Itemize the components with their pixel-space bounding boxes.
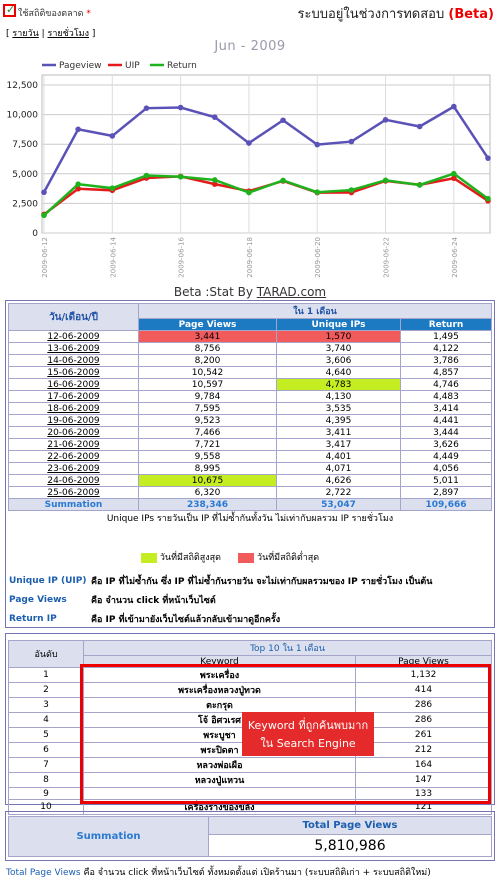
data-point-pageview [41, 189, 47, 195]
keyword-rank-cell: 8 [9, 773, 84, 788]
keyword-text-cell: หลวงปู่แหวน [84, 773, 356, 788]
required-star: * [86, 9, 91, 19]
min-legend-label: วันที่มีสถิติต่ำสุด [257, 553, 320, 563]
data-point-pageview [280, 117, 286, 123]
stats-return-cell: 4,056 [401, 463, 492, 475]
chart-series [41, 104, 491, 218]
y-tick-label: 2,500 [12, 199, 38, 210]
stats-uip-cell: 3,411 [277, 427, 401, 439]
definition-text: คือ IP ที่เข้ามายังเว็บไซต์แล้วกลับเข้ามาดูอีกครั้ง [91, 614, 281, 625]
footer-note [6, 865, 431, 879]
stats-row [9, 439, 492, 451]
keyword-rank-cell: 3 [9, 698, 84, 713]
view-links: [ รายวัน | รายชั่วโมง ] [6, 29, 96, 39]
series-line-pageview [44, 107, 488, 193]
stats-uip-cell: 4,640 [277, 367, 401, 379]
stats-date-link[interactable]: 17-06-2009 [9, 391, 139, 403]
keyword-tooltip [242, 712, 374, 756]
sum-return: 109,666 [401, 499, 492, 511]
stats-uip-cell: 4,071 [277, 463, 401, 475]
stats-date-link[interactable]: 24-06-2009 [9, 475, 139, 487]
y-tick-label: 0 [32, 229, 38, 239]
data-point-return [246, 190, 252, 196]
footer-term: Total Page Views [6, 868, 81, 878]
data-point-pageview [75, 127, 81, 133]
stats-row [9, 379, 492, 391]
table-legend [141, 550, 319, 564]
stats-date-link[interactable]: 20-06-2009 [9, 427, 139, 439]
stats-return-cell: 5,011 [401, 475, 492, 487]
sum-uip: 53,047 [277, 499, 401, 511]
x-tick-label: 2009-06-24 [450, 237, 459, 278]
max-legend-label: วันที่มีสถิติสูงสุด [159, 553, 221, 563]
legend-label-pageview: Pageview [59, 61, 102, 71]
stats-date-link[interactable]: 16-06-2009 [9, 379, 139, 391]
hourly-link[interactable]: รายชั่วโมง [47, 29, 89, 39]
header-left-label: ใช้สถิติของตลาด [18, 9, 84, 19]
chart-title: Jun - 2009 [214, 39, 286, 54]
stats-pageviews-cell: 10,675 [139, 475, 277, 487]
keyword-pv-cell: 133 [356, 788, 492, 800]
y-axis-ticks [7, 81, 39, 239]
stats-panel [5, 300, 495, 628]
uip-header: Unique IPs [277, 319, 401, 331]
data-point-return [314, 189, 320, 195]
stats-date-link[interactable]: 15-06-2009 [9, 367, 139, 379]
stats-uip-cell: 1,570 [277, 331, 401, 343]
data-point-pageview [144, 105, 150, 111]
stats-return-cell: 1,495 [401, 331, 492, 343]
x-tick-label: 2009-06-16 [177, 237, 186, 278]
x-tick-label: 2009-06-22 [382, 237, 391, 278]
keyword-rank-cell: 6 [9, 743, 84, 758]
sum-pageviews: 238,346 [139, 499, 277, 511]
keyword-rank-cell: 5 [9, 728, 84, 743]
stats-date-link[interactable]: 21-06-2009 [9, 439, 139, 451]
stats-return-cell: 4,857 [401, 367, 492, 379]
series-line-uip [44, 176, 488, 214]
keyword-rank-cell: 4 [9, 713, 84, 728]
stats-date-link[interactable]: 19-06-2009 [9, 415, 139, 427]
stats-return-cell: 4,483 [401, 391, 492, 403]
data-point-return [110, 185, 116, 191]
keyword-text-cell: พระปิดตา [84, 743, 356, 758]
data-point-pageview [417, 124, 423, 130]
stats-uip-cell: 3,740 [277, 343, 401, 355]
x-tick-label: 2009-06-18 [245, 237, 254, 278]
keyword-pv-cell: 121 [356, 800, 492, 815]
keyword-rank-cell: 2 [9, 683, 84, 698]
daily-link[interactable]: รายวัน [12, 29, 39, 39]
definition-term: Unique IP (UIP) [9, 575, 87, 586]
keyword-pv-cell: 212 [356, 743, 492, 758]
keyword-text-cell: พระเครื่องหลวงปู่ทวด [84, 683, 356, 698]
data-point-pageview [451, 104, 457, 110]
stats-pageviews-cell: 7,595 [139, 403, 277, 415]
stats-row [9, 391, 492, 403]
keyword-pv-cell: 414 [356, 683, 492, 698]
stats-return-cell: 3,626 [401, 439, 492, 451]
data-point-return [41, 212, 47, 218]
keyword-rank-cell: 1 [9, 668, 84, 683]
stats-row [9, 415, 492, 427]
stats-return-cell: 4,746 [401, 379, 492, 391]
definition-text: คือ IP ที่ไม่ซ้ำกัน ซึ่ง IP ที่ไม่ซ้ำกันรายวัน จะไม่เท่ากับผลรวมของ IP รายชั่วโมง เป็นต้น [91, 576, 433, 587]
stats-date-link[interactable]: 18-06-2009 [9, 403, 139, 415]
stats-date-link[interactable]: 22-06-2009 [9, 451, 139, 463]
date-header: วัน/เดือน/ปี [9, 304, 139, 331]
stats-date-link[interactable]: 13-06-2009 [9, 343, 139, 355]
series-line-return [44, 174, 488, 216]
summation-label: Summation [9, 499, 139, 511]
summary-table [8, 816, 492, 857]
stats-pageviews-cell: 3,441 [139, 331, 277, 343]
data-point-return [280, 178, 286, 184]
stats-pageviews-cell: 9,523 [139, 415, 277, 427]
line-chart [0, 55, 500, 285]
chart-grid [42, 75, 490, 233]
keyword-rank-cell: 9 [9, 788, 84, 800]
stats-date-link[interactable]: 25-06-2009 [9, 487, 139, 499]
stats-pageviews-cell: 8,995 [139, 463, 277, 475]
keyword-period-header: Top 10 ใน 1 เดือน [84, 641, 492, 656]
data-point-return [451, 171, 457, 177]
tarad-link[interactable]: TARAD.com [256, 285, 327, 299]
chart-legend [42, 61, 197, 71]
stats-return-cell: 4,449 [401, 451, 492, 463]
stats-uip-cell: 2,722 [277, 487, 401, 499]
definition-row [9, 571, 493, 590]
header-left-title [18, 6, 91, 20]
beta-stat-prefix: Beta :Stat By [173, 285, 257, 299]
data-point-return [75, 181, 81, 187]
stats-date-link[interactable]: 12-06-2009 [9, 331, 139, 343]
tooltip-line-2: ใน Search Engine [260, 737, 356, 750]
rank-header: อันดับ [9, 641, 84, 668]
keyword-text-cell: ตะกรุด [84, 698, 356, 713]
footer-text: คือ จำนวน click ที่หน้าเว็บไซต์ ทั้งหมดตั้งแต่ เปิดร้านมา (ระบบสถิติเก่า + ระบบสถิติใหม่) [83, 868, 431, 878]
period-header: ใน 1 เดือน [139, 304, 492, 319]
pageviews-header: Page Views [139, 319, 277, 331]
stats-return-cell: 4,122 [401, 343, 492, 355]
stats-pageviews-cell: 9,558 [139, 451, 277, 463]
definition-row [9, 590, 493, 609]
legend-label-return: Return [167, 61, 197, 71]
keyword-pv-cell: 286 [356, 698, 492, 713]
data-point-pageview [485, 155, 491, 161]
keyword-header: Keyword [84, 656, 356, 668]
data-point-return [485, 196, 491, 202]
kw-pageviews-header: Page Views [356, 656, 492, 668]
data-point-pageview [383, 117, 389, 123]
beta-label: (Beta) [448, 7, 494, 22]
data-point-return [178, 174, 184, 180]
stats-pageviews-cell: 7,466 [139, 427, 277, 439]
stats-return-cell: 3,444 [401, 427, 492, 439]
x-tick-label: 2009-06-12 [41, 237, 49, 278]
stats-return-cell: 3,414 [401, 403, 492, 415]
data-point-return [383, 178, 389, 184]
stats-date-link[interactable]: 14-06-2009 [9, 355, 139, 367]
stats-pageviews-cell: 10,597 [139, 379, 277, 391]
max-legend-swatch [141, 553, 157, 563]
header-right-title [297, 3, 494, 24]
keyword-text-cell: พระบูชา [84, 728, 356, 743]
keyword-pv-cell: 147 [356, 773, 492, 788]
keyword-pv-cell: 1,132 [356, 668, 492, 683]
tooltip-line-1: Keyword ที่ถูกค้นพบมาก [247, 719, 369, 732]
x-tick-label: 2009-06-20 [314, 237, 323, 278]
keyword-pv-cell: 164 [356, 758, 492, 773]
stats-uip-cell: 3,606 [277, 355, 401, 367]
data-point-pageview [349, 139, 355, 145]
stats-uip-cell: 4,401 [277, 451, 401, 463]
min-legend-swatch [238, 553, 254, 563]
stats-row [9, 463, 492, 475]
y-tick-label: 12,500 [6, 81, 38, 91]
checkmark-icon: ✓ [6, 3, 16, 16]
stats-row [9, 427, 492, 439]
stats-row [9, 343, 492, 355]
keyword-text-cell: หลวงพ่อเผือ [84, 758, 356, 773]
total-pv-label: Total Page Views [209, 817, 492, 835]
plot-frame [42, 75, 490, 233]
stats-uip-cell: 4,130 [277, 391, 401, 403]
stats-pageviews-cell: 10,542 [139, 367, 277, 379]
stats-checkbox[interactable] [3, 4, 16, 17]
data-point-return [144, 173, 150, 179]
beta-stat-line [0, 285, 500, 299]
stats-row [9, 487, 492, 499]
stats-uip-cell: 4,395 [277, 415, 401, 427]
definition-term: Page Views [9, 594, 67, 605]
return-header: Return [401, 319, 492, 331]
keyword-text-cell: เครื่องรางของขลัง [84, 800, 356, 815]
stats-uip-cell: 3,535 [277, 403, 401, 415]
stats-row [9, 355, 492, 367]
definition-text: คือ จำนวน click ที่หน้าเว็บไซต์ [91, 595, 216, 606]
definition-term: Return IP [9, 613, 57, 624]
keyword-pv-cell: 261 [356, 728, 492, 743]
stats-uip-cell: 4,783 [277, 379, 401, 391]
stats-pageviews-cell: 9,784 [139, 391, 277, 403]
summary-panel [5, 811, 495, 861]
stats-uip-cell: 4,626 [277, 475, 401, 487]
keyword-text-cell: พระเครื่อง [84, 668, 356, 683]
data-point-return [417, 182, 423, 188]
stats-date-link[interactable]: 23-06-2009 [9, 463, 139, 475]
legend-label-uip: UIP [125, 61, 140, 71]
system-test-label: ระบบอยู่ในช่วงการทดสอบ [297, 7, 445, 22]
data-point-return [212, 177, 218, 183]
stats-row [9, 367, 492, 379]
summary-label: Summation [9, 817, 209, 857]
data-point-pageview [212, 114, 218, 120]
stats-row [9, 331, 492, 343]
data-point-pageview [178, 105, 184, 111]
x-axis-ticks [41, 236, 459, 277]
stats-pageviews-cell: 6,320 [139, 487, 277, 499]
y-tick-label: 10,000 [6, 110, 38, 121]
stats-row [9, 475, 492, 487]
stats-pageviews-cell: 8,756 [139, 343, 277, 355]
keyword-text-cell: โจ้ อิศวเรศ [84, 713, 356, 728]
data-point-pageview [246, 140, 252, 146]
keyword-pv-cell: 286 [356, 713, 492, 728]
data-point-return [349, 187, 355, 193]
total-pv-value: 5,810,986 [209, 835, 492, 857]
stats-uip-cell: 3,417 [277, 439, 401, 451]
data-point-pageview [110, 133, 116, 139]
data-point-pageview [314, 142, 320, 148]
uip-note: Unique IPs รายวันเป็น IP ที่ไม่ซ้ำกันทั้งวัน ไม่เท่ากับผลรวม IP รายชั่วโมง [106, 514, 394, 524]
stats-pageviews-cell: 7,721 [139, 439, 277, 451]
stats-return-cell: 2,897 [401, 487, 492, 499]
y-tick-label: 5,000 [12, 169, 38, 180]
stats-table [8, 303, 492, 525]
stats-row [9, 451, 492, 463]
stats-row [9, 403, 492, 415]
stats-return-cell: 3,786 [401, 355, 492, 367]
definition-row [9, 609, 493, 628]
stats-return-cell: 4,441 [401, 415, 492, 427]
keyword-rank-cell: 10 [9, 800, 84, 815]
stats-pageviews-cell: 8,200 [139, 355, 277, 367]
definitions [9, 571, 493, 628]
x-tick-label: 2009-06-14 [109, 237, 118, 278]
keyword-rank-cell: 7 [9, 758, 84, 773]
y-tick-label: 7,500 [12, 140, 38, 151]
